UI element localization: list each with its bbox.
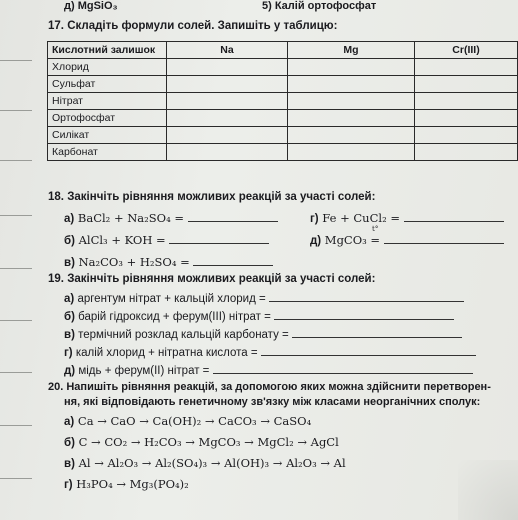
table-row <box>48 59 518 76</box>
answer-blank[interactable] <box>188 211 278 222</box>
task19-heading <box>48 273 375 285</box>
task19-item-a <box>64 291 464 305</box>
task20-heading <box>48 381 491 393</box>
row-label: Сульфат <box>48 76 167 93</box>
task17-heading <box>48 20 337 32</box>
margin-mark <box>0 60 32 61</box>
margin-mark <box>0 425 32 426</box>
item-label: в) <box>64 329 75 341</box>
item-text: барій гідроксид + ферум(III) нітрат = <box>78 311 271 323</box>
row-label: Карбонат <box>48 144 167 161</box>
answer-blank[interactable] <box>404 211 504 222</box>
transformation-chain: Al → Al₂O₃ → Al₂(SO₄)₃ → Al(OH)₃ → Al₂O₃ → Al <box>78 456 346 470</box>
table-row <box>48 144 518 161</box>
transformation-chain: C → CO₂ → H₂CO₃ → MgCO₃ → MgCl₂ → AgCl <box>78 435 339 449</box>
row-label: Ортофосфат <box>48 110 167 127</box>
row-label: Нітрат <box>48 93 167 110</box>
task19-item-g <box>64 345 476 359</box>
answer-blank[interactable] <box>193 255 273 266</box>
transformation-chain: Ca → CaO → Ca(OH)₂ → CaCO₃ → CaSO₄ <box>77 414 312 428</box>
item-text: термічний розклад кальцій карбонату = <box>78 329 289 341</box>
table-row <box>48 93 518 110</box>
task18-item-b <box>64 233 269 247</box>
equation: MgCO₃ = <box>324 233 381 247</box>
answer-cell[interactable] <box>167 76 288 93</box>
answer-cell[interactable] <box>415 144 518 161</box>
task19-item-d <box>64 363 473 377</box>
page-shadow <box>458 460 518 520</box>
task19-text: Закінчіть рівняння можливих реакцій за участі солей: <box>67 273 376 285</box>
answer-cell[interactable] <box>167 127 288 144</box>
column-header: Mg <box>288 42 415 59</box>
table-row <box>48 110 518 127</box>
task17-text: Складіть формули солей. Запишіть у таблицю: <box>67 20 338 32</box>
task20-item-b <box>64 435 339 449</box>
margin-mark <box>0 478 32 479</box>
answer-cell[interactable] <box>415 59 518 76</box>
answer-cell[interactable] <box>288 110 415 127</box>
margin-mark <box>0 110 32 111</box>
answer-cell[interactable] <box>415 110 518 127</box>
salts-table <box>47 41 518 161</box>
column-header: Cr(III) <box>415 42 518 59</box>
item-text: калій хлорид + нітратна кислота = <box>75 347 258 359</box>
equation: Na₂CO₃ + H₂SO₄ = <box>78 255 190 269</box>
answer-blank[interactable] <box>169 233 269 244</box>
answer-cell[interactable] <box>415 127 518 144</box>
answer-blank[interactable] <box>269 291 464 302</box>
top-line-right: 5) Калій ортофосфат <box>262 0 377 12</box>
answer-cell[interactable] <box>288 59 415 76</box>
task18-item-v <box>64 255 273 269</box>
row-label: Силікат <box>48 127 167 144</box>
table-row <box>48 127 518 144</box>
answer-blank[interactable] <box>292 327 462 338</box>
equation: Fe + CuCl₂ = <box>322 211 400 225</box>
answer-cell[interactable] <box>288 144 415 161</box>
column-header: Кислотний залишок <box>48 42 167 59</box>
margin-mark <box>0 268 32 269</box>
table-row <box>48 76 518 93</box>
item-label: а) <box>64 213 75 225</box>
answer-blank[interactable] <box>384 233 504 244</box>
table-header-row <box>48 42 518 59</box>
task20-item-a <box>64 414 311 428</box>
item-text: мідь + ферум(II) нітрат = <box>78 365 210 377</box>
item-label: г) <box>64 479 73 491</box>
task18-item-a <box>64 211 278 225</box>
margin-mark <box>0 160 32 161</box>
item-label: г) <box>64 347 73 359</box>
answer-cell[interactable] <box>167 144 288 161</box>
equation: BaCl₂ + Na₂SO₄ = <box>77 211 184 225</box>
task18-heading <box>48 191 375 203</box>
task20-item-g <box>64 477 189 491</box>
item-label: д) <box>64 365 76 377</box>
answer-cell[interactable] <box>167 93 288 110</box>
equation: AlCl₃ + KOH = <box>78 233 166 247</box>
margin-mark <box>0 320 32 321</box>
item-label: б) <box>64 437 75 449</box>
answer-blank[interactable] <box>274 309 454 320</box>
answer-cell[interactable] <box>288 127 415 144</box>
answer-cell[interactable] <box>415 76 518 93</box>
task20-text-line2: ня, які відповідають генетичному зв'язку між класами неорганічних сполук: <box>64 396 481 408</box>
column-header: Na <box>167 42 288 59</box>
answer-cell[interactable] <box>288 76 415 93</box>
margin-mark <box>0 215 32 216</box>
task17-number: 17. <box>48 20 64 32</box>
answer-blank[interactable] <box>261 345 476 356</box>
item-label: в) <box>64 257 75 269</box>
margin-mark <box>0 372 32 373</box>
task20-item-v <box>64 456 346 470</box>
task18-text: Закінчіть рівняння можливих реакцій за участі солей: <box>67 191 376 203</box>
item-label: б) <box>64 311 75 323</box>
answer-cell[interactable] <box>288 93 415 110</box>
row-label: Хлорид <box>48 59 167 76</box>
item-label: г) <box>310 213 319 225</box>
task18-number: 18. <box>48 191 64 203</box>
task19-item-b <box>64 309 454 323</box>
answer-cell[interactable] <box>167 59 288 76</box>
heat-mark: t° <box>372 225 379 233</box>
item-text: аргентум нітрат + кальцій хлорид = <box>77 293 266 305</box>
task18-item-d <box>310 233 504 247</box>
answer-blank[interactable] <box>213 363 473 374</box>
task18-item-g <box>310 211 504 225</box>
top-line-left: д) MgSiO₃ <box>64 0 118 12</box>
task19-number: 19. <box>48 273 64 285</box>
answer-cell[interactable] <box>167 110 288 127</box>
item-label: а) <box>64 416 75 428</box>
task20-text-line1: Напишіть рівняння реакцій, за допомогою яких можна здійснити перетворен- <box>66 381 491 393</box>
item-label: д) <box>310 235 322 247</box>
item-label: в) <box>64 458 75 470</box>
item-label: б) <box>64 235 75 247</box>
answer-cell[interactable] <box>415 93 518 110</box>
task20-number: 20. <box>48 381 64 393</box>
task19-item-v <box>64 327 462 341</box>
transformation-chain: H₃PO₄ → Mg₃(PO₄)₂ <box>76 477 189 491</box>
item-label: а) <box>64 293 75 305</box>
